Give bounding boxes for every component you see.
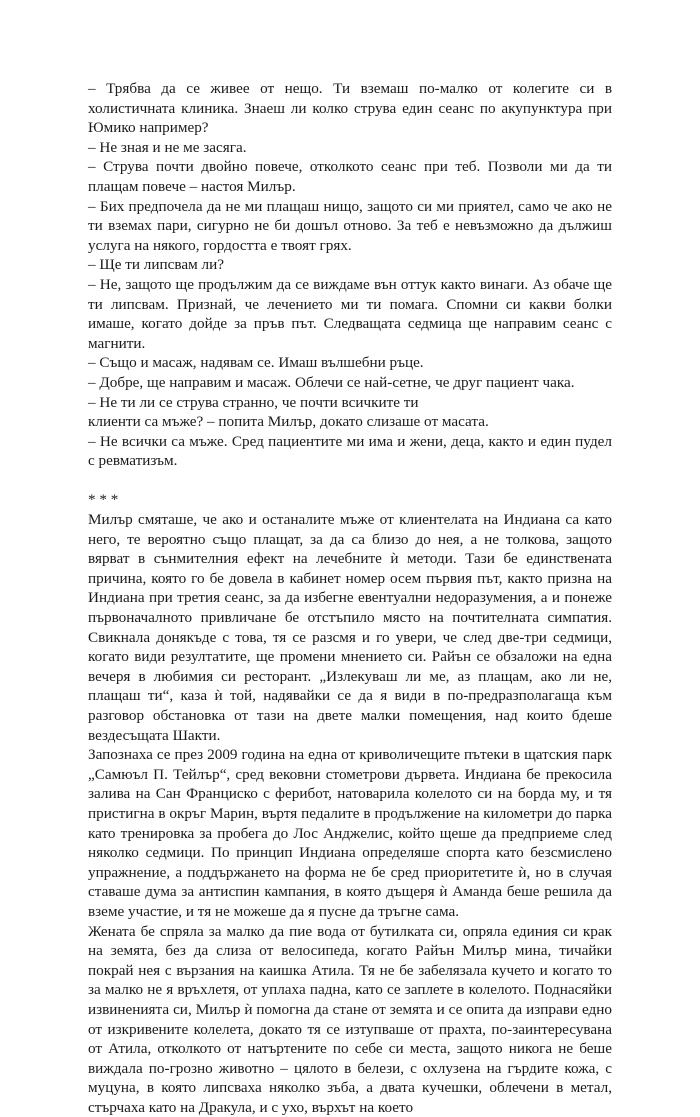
dialogue-line: – Не зная и не ме засяга. xyxy=(88,138,247,156)
dialogue-line: – Добре, ще направим и масаж. Облечи се най-сетне, че друг пациент чака. xyxy=(88,373,575,391)
dialogue-line: – Не ти ли се струва странно, че почти всичките ти xyxy=(88,393,419,411)
narrative-paragraph: Жената бе спряла за малко да пие вода от бутилката си, опряла единия си крак на земята, без да слиза от велосипеда, когато Райън Милър мина, тичайки покрай нея с вързания на каишка Атила. Тя не бе забелязала кучето и когато то за малко не я връхлетя, от уплаха падна, като се заплете в колелото. Поднасяйки извиненията си, Милър ѝ помогна да стане от земята и се опита да изправи едно от изкривените колелета, докато тя се изтупваше от прахта, по-заинтересувана от Атила, отколкото от натъртените по себе си места, защото никога не беше виждала по-грозно животно – цялото в белези, с охлузена на гърдите кожа, с муцуна, в която липсваха няколко зъба, а двата кучешки, облечени в метал, стърчаха като на Дракула, и с ухо, върхът на което xyxy=(88,922,612,1116)
dialogue-line: – Струва почти двойно повече, отколкото сеанс при теб. Позволи ми да ти плащам повече – настоя Милър. xyxy=(88,158,612,195)
dialogue-line: – Също и масаж, надявам се. Имаш вълшебни ръце. xyxy=(88,354,424,372)
blank-line xyxy=(88,471,612,491)
section-break: * * * xyxy=(88,491,119,509)
body-text xyxy=(88,79,612,1117)
dialogue-line: – Бих предпочела да не ми плащаш нищо, защото си ми приятел, само че ако не ти вземах пари, сигурно не би дошъл отново. За теб е невъзможно да дължиш услуга на някого, гордостта е твоят грях. xyxy=(88,197,612,254)
dialogue-line: – Трябва да се живее от нещо. Ти вземаш по-малко от колегите си в холистичната клиника. Знаеш ли колко струва един сеанс по акупунктура при Юмико например? xyxy=(88,80,612,137)
dialogue-line: – Ще ти липсвам ли? xyxy=(88,256,224,274)
narrative-paragraph: Милър смяташе, че ако и останалите мъже от клиентелата на Индиана са като него, те вероятно също плащат, за да са близо до нея, а не толкова, защото вярват в сънмителния ефект на лечебните ѝ методи. Тази бе единствената причина, която го бе довела в кабинет номер осем първия път, както призна на Индиана при третия сеанс, за да избегне евентуални недоразумения, а и понеже първоначалното привличане бе отстъпило място на почтителната симпатия. Свикнала донякъде с това, тя се разсмя и го увери, че след две-три седмици, когато види резултатите, ще промени мнението си. Райън се обзаложи на една вечеря в любимия си ресторант. „Излекуваш ли ме, аз плащам, ако ли не, плащаш ти“, каза ѝ той, надявайки се да я види в по-предразполагаща към разговор обстановка от тази на двете малки помещения, над които бдеше вездесъщата Шакти. xyxy=(88,511,612,744)
dialogue-line: – Не, защото ще продължим да се виждаме вън оттук както винаги. Аз обаче ще ти липсвам. Признай, че лечението ми ти помага. Спомни си какви болки имаше, когато дойде за пръв път. Следващата седмица ще направим сеанс с магнити. xyxy=(88,275,612,352)
narrative-paragraph: Запознаха се през 2009 година на една от криволичещите пътеки в щатския парк „Самюъл П. Тейлър“, сред вековни стометрови дървета. Индиана бе прекосила залива на Сан Франциско с ферибот, натоварила колелото си на борда му, и тя пристигна в окръг Марин, въртя педалите в продължение на километри до парка като тренировка за пробега до Лос Анджелис, който щеше да предприеме след няколко седмици. По принцип Индиана определяше спорта като безсмислено упражнение, а поддържането на форма не бе сред приоритетите ѝ, но в случая ставаше дума за антиспин кампания, в която дъщеря ѝ Аманда беше решила да вземе участие, и тя не можеше да я пусне да тръгне сама. xyxy=(88,746,612,920)
dialogue-line: – Не всички са мъже. Сред пациентите ми има и жени, деца, както и един пудел с ревматизъм. xyxy=(88,432,612,470)
dialogue-line: клиенти са мъже? – попита Милър, докато слизаше от масата. xyxy=(88,413,489,431)
